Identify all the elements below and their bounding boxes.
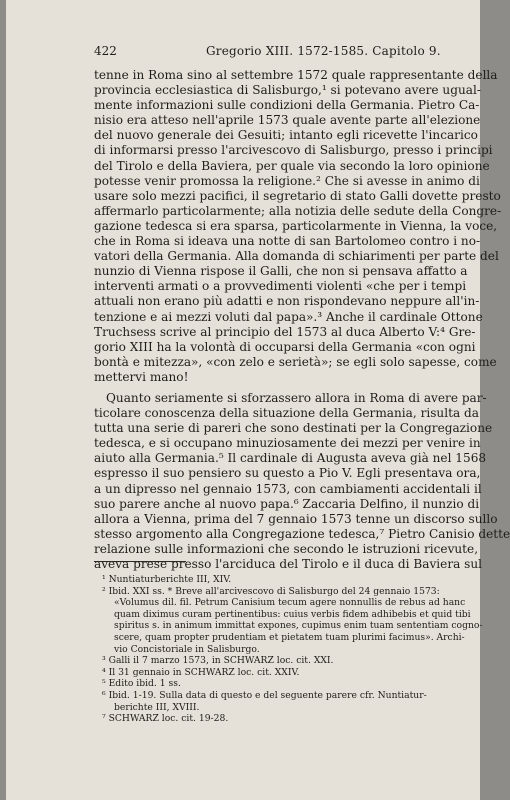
footnote-line: vio Concistoriale in Salisburgo.	[114, 643, 260, 655]
text-line: stesso argomento alla Congregazione tedesca,⁷ Pietro Canisio dette	[94, 526, 510, 541]
text-line: affermarlo particolarmente; alla notizia delle sedute della Congre-	[94, 203, 502, 218]
paragraph-2	[94, 390, 510, 572]
text-line: allora a Vienna, prima del 7 gennaio 1573 tenne un discorso sullo	[94, 511, 498, 526]
paragraph-1	[94, 68, 502, 385]
footnote-line: ⁷ SCHWARZ loc. cit. 19-28.	[102, 713, 229, 725]
running-title: Gregorio XIII. 1572-1585. Capitolo 9.	[206, 44, 441, 58]
text-line: gorio XIII ha la volontà di occuparsi della Germania «con ogni	[94, 339, 476, 354]
text-line: relazione sulle informazioni che secondo le istruzioni ricevute,	[94, 541, 479, 556]
text-line: vatori della Germania. Alla domanda di schiarimenti per parte del	[94, 249, 499, 264]
text-line: del Tirolo e della Baviera, per quale via secondo la loro opinione	[94, 158, 490, 173]
text-line: del nuovo generale dei Gesuiti; intanto egli ricevette l'incarico	[94, 128, 478, 143]
page-number: 422	[94, 44, 117, 58]
footnote-line: ⁴ Il 31 gennaio in SCHWARZ loc. cit. XXIV.	[102, 666, 300, 678]
footnote-rule	[94, 561, 186, 562]
footnote-line: ¹ Nuntiaturberichte III, XIV.	[102, 574, 232, 585]
text-line: suo parere anche al nuovo papa.⁶ Zaccaria Delfino, il nunzio di	[94, 496, 480, 511]
text-line: tenne in Roma sino al settembre 1572 quale rappresentante della	[94, 68, 498, 82]
book-page	[6, 0, 510, 800]
footnote-line: ² Ibid. XXI ss. * Breve all'arcivescovo di Salisburgo del 24 gennaio 1573:	[102, 585, 440, 597]
text-line: bontà e mitezza», «con zelo e serietà»; se egli solo sapesse, come	[94, 354, 497, 369]
text-line: ticolare conoscenza della situazione della Germania, risulta da	[94, 406, 479, 421]
footnote-line: berichte III, XVIII.	[114, 701, 200, 713]
text-line: tedesca, e si occupano minuziosamente dei mezzi per venire in	[94, 436, 481, 451]
footnotes	[102, 574, 483, 725]
text-line: nisio era atteso nell'aprile 1573 quale avente parte all'elezione	[94, 113, 481, 128]
text-line: che in Roma si ideava una notte di san Bartolomeo contro i no-	[94, 234, 481, 249]
text-line: aveva prese presso l'arciduca del Tirolo e il duca di Baviera sul	[94, 557, 483, 571]
text-line: Truchsess scrive al principio del 1573 al duca Alberto V:⁴ Gre-	[94, 324, 476, 339]
text-line: attuali non erano più adatti e non rispondevano neppure all'in-	[94, 294, 480, 309]
text-line: provincia ecclesiastica di Salisburgo,¹ si potevano avere ugual-	[94, 83, 481, 98]
footnote-line: scere, quam propter prudentiam et pietatem tuam plurimi facimus». Archi-	[114, 631, 465, 643]
text-line: aiuto alla Germania.⁵ Il cardinale di Augusta aveva già nel 1568	[94, 451, 487, 466]
text-line: usare solo mezzi pacifici, il segretario di stato Galli dovette presto	[94, 188, 501, 203]
text-line: interventi armati o a provvedimenti violenti «che per i tempi	[94, 279, 467, 294]
footnote-line: ⁵ Edito ibid. 1 ss.	[102, 678, 181, 690]
text-line: a un dipresso nel gennaio 1573, con cambiamenti accidentali il	[94, 481, 482, 496]
main-text	[94, 68, 510, 572]
text-line: tenzione e ai mezzi voluti dal papa».³ Anche il cardinale Ottone	[94, 309, 483, 324]
text-line: gazione tedesca si era sparsa, particolarmente in Vienna, la voce,	[94, 218, 498, 233]
footnote-line: quam diximus curam pertinentibus: cuius verbis fidem adhibebis et quid tibi	[114, 608, 471, 620]
text-line: mettervi mano!	[94, 369, 189, 384]
text-line: potesse venir promossa la religione.² Che si avesse in animo di	[94, 173, 480, 188]
text-line: di informarsi presso l'arcivescovo di Salisburgo, presso i principi	[94, 143, 493, 158]
text-line: espresso il suo pensiero su questo a Pio V. Egli presentava ora,	[94, 466, 481, 481]
footnote-line: ³ Galli il 7 marzo 1573, in SCHWARZ loc. cit. XXI.	[102, 655, 334, 667]
text-line: tutta una serie di pareri che sono destinati per la Congregazione	[94, 421, 493, 436]
footnote-line: «Volumus dil. fil. Petrum Canisium tecum agere nonnullis de rebus ad hanc	[114, 597, 466, 609]
running-header	[94, 44, 464, 60]
text-line: Quanto seriamente si sforzassero allora in Roma di avere par-	[106, 390, 487, 405]
footnote-line: spiritus s. in animum immittat expones, cupimus enim tuam sententiam cogno-	[114, 620, 483, 632]
text-line: mente informazioni sulle condizioni della Germania. Pietro Ca-	[94, 98, 480, 113]
footnote-line: ⁶ Ibid. 1-19. Sulla data di questo e del seguente parere cfr. Nuntiatur-	[102, 689, 427, 701]
text-line: nunzio di Vienna rispose il Galli, che non si pensava affatto a	[94, 264, 468, 279]
